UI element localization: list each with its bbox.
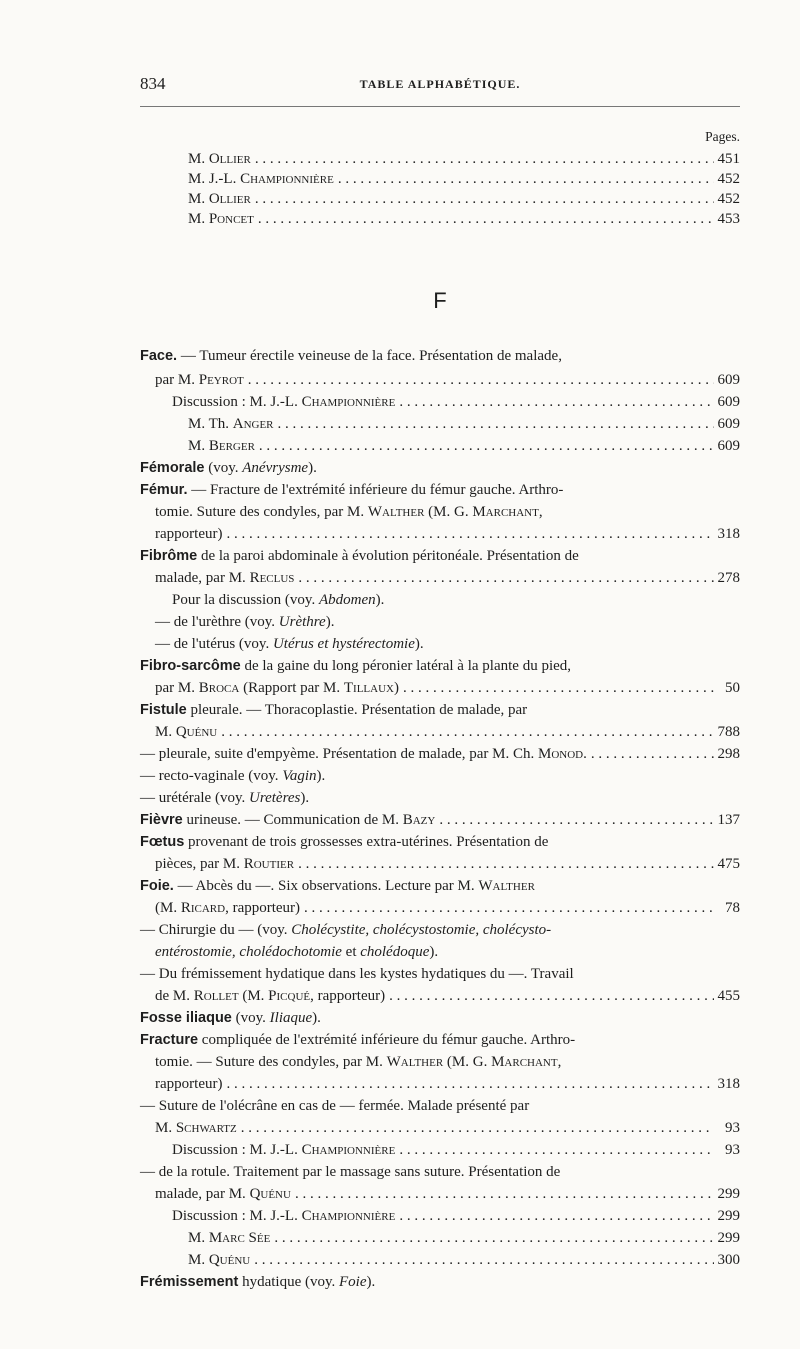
dot-leader bbox=[226, 523, 713, 545]
entry-text: Discussion : M. J.-L. Championnière bbox=[172, 1208, 396, 1224]
page-reference: 609 bbox=[717, 416, 740, 432]
dot-leader bbox=[226, 1073, 713, 1095]
entry-text: par M. Peyrot bbox=[155, 372, 244, 388]
dot-leader bbox=[403, 677, 714, 699]
dot-leader bbox=[254, 1249, 713, 1271]
pages-column-label: Pages. bbox=[705, 129, 740, 144]
page-reference: 137 bbox=[717, 812, 740, 828]
entry-text: M. Quénu bbox=[188, 1252, 251, 1268]
entry-text: malade, par M. Reclus bbox=[155, 570, 295, 586]
index-line bbox=[155, 897, 740, 919]
index-line bbox=[140, 963, 740, 985]
entry-text: M. Berger bbox=[188, 438, 255, 454]
index-line bbox=[172, 1205, 740, 1227]
index-line bbox=[188, 188, 740, 210]
dot-leader bbox=[278, 413, 714, 435]
index-line bbox=[140, 919, 740, 941]
dot-leader bbox=[258, 208, 714, 230]
entry-text: malade, par M. Quénu bbox=[155, 1186, 291, 1202]
entry-text: de M. Rollet (M. Picqué, rapporteur) bbox=[155, 988, 386, 1004]
entry-text: Fibrôme de la paroi abdominale à évolution péritonéale. Présentation de bbox=[140, 548, 579, 564]
page-reference: 299 bbox=[717, 1186, 740, 1202]
dot-leader bbox=[259, 435, 714, 457]
entry-text: M. Quénu bbox=[155, 724, 218, 740]
index-line bbox=[140, 1271, 740, 1293]
entry-text: Fièvre urineuse. — Communication de M. Bazy bbox=[140, 812, 436, 828]
entry-text: — Du frémissement hydatique dans les kystes hydatiques du —. Travail bbox=[140, 966, 574, 982]
entry-text: — urétérale (voy. Uretères). bbox=[140, 790, 310, 806]
entry-text: — de l'utérus (voy. Utérus et hystérectomie). bbox=[155, 636, 424, 652]
index-line bbox=[155, 1117, 740, 1139]
entry-keyword: Foie. bbox=[140, 878, 174, 894]
page-reference: 78 bbox=[725, 900, 740, 916]
entry-text: tomie. Suture des condyles, par M. Walther (M. G. Marchant, bbox=[155, 504, 543, 520]
entry-keyword: Fistule bbox=[140, 702, 187, 718]
index-line bbox=[188, 1227, 740, 1249]
dot-leader bbox=[389, 985, 713, 1007]
entry-text: Foie. — Abcès du —. Six observations. Lecture par M. Walther bbox=[140, 878, 535, 894]
index-line bbox=[155, 633, 740, 655]
entry-text: M. Poncet bbox=[188, 211, 254, 227]
entry-text: Discussion : M. J.-L. Championnière bbox=[172, 1142, 396, 1158]
page-reference: 452 bbox=[717, 171, 740, 187]
dot-leader bbox=[221, 721, 713, 743]
index-line bbox=[140, 743, 740, 765]
page-reference: 453 bbox=[717, 211, 740, 227]
index-line bbox=[155, 985, 740, 1007]
page-reference: 278 bbox=[717, 570, 740, 586]
index-line bbox=[140, 457, 740, 479]
index-line bbox=[140, 831, 740, 853]
index-line bbox=[155, 677, 740, 699]
index-line bbox=[140, 479, 740, 501]
running-title: TABLE ALPHABÉTIQUE. bbox=[359, 77, 521, 91]
entry-text: entérostomie, cholédochotomie et cholédoque). bbox=[155, 944, 439, 960]
entry-text: Discussion : M. J.-L. Championnière bbox=[172, 394, 396, 410]
index-line bbox=[155, 1051, 740, 1073]
entry-text: Fistule pleurale. — Thoracoplastie. Présentation de malade, par bbox=[140, 702, 528, 718]
entry-text: — de l'urèthre (voy. Urèthre). bbox=[155, 614, 335, 630]
dot-leader bbox=[274, 1227, 713, 1249]
index-line bbox=[188, 148, 740, 170]
entry-keyword: Fémorale bbox=[140, 460, 205, 476]
dot-leader bbox=[298, 567, 713, 589]
entry-text: Fœtus provenant de trois grossesses extra-utérines. Présentation de bbox=[140, 834, 549, 850]
entry-keyword: Fibrôme bbox=[140, 548, 198, 564]
entry-keyword: Fœtus bbox=[140, 834, 185, 850]
index-line bbox=[188, 413, 740, 435]
entry-text: Fibro-sarcôme de la gaine du long péronier latéral à la plante du pied, bbox=[140, 658, 572, 674]
index-line bbox=[155, 1183, 740, 1205]
index-line bbox=[155, 567, 740, 589]
index-line bbox=[140, 1095, 740, 1117]
page-reference: 788 bbox=[717, 724, 740, 740]
index-line bbox=[188, 1249, 740, 1271]
entry-keyword: Frémissement bbox=[140, 1274, 239, 1290]
entry-text: M. Ollier bbox=[188, 191, 251, 207]
page-reference: 475 bbox=[717, 856, 740, 872]
index-line bbox=[155, 1073, 740, 1095]
entry-text: Fémur. — Fracture de l'extrémité inférieure du fémur gauche. Arthro- bbox=[140, 482, 564, 498]
dot-leader bbox=[255, 188, 714, 210]
index-line bbox=[155, 611, 740, 633]
entry-text: — de la rotule. Traitement par le massage sans suture. Présentation de bbox=[140, 1164, 561, 1180]
index-line bbox=[140, 655, 740, 677]
index-line bbox=[188, 208, 740, 230]
entry-text: pièces, par M. Routier bbox=[155, 856, 295, 872]
entry-text: Fracture compliquée de l'extrémité inférieure du fémur gauche. Arthro- bbox=[140, 1032, 576, 1048]
index-line bbox=[188, 168, 740, 190]
entry-keyword: Fibro-sarcôme bbox=[140, 658, 241, 674]
entry-text: M. Marc Sée bbox=[188, 1230, 271, 1246]
index-line bbox=[140, 787, 740, 809]
page-reference: 93 bbox=[725, 1142, 740, 1158]
page-reference: 609 bbox=[717, 394, 740, 410]
entry-text: (M. Ricard, rapporteur) bbox=[155, 900, 301, 916]
dot-leader bbox=[248, 369, 714, 391]
index-line bbox=[155, 501, 740, 523]
entry-text: Face. — Tumeur érectile veineuse de la face. Présentation de malade, bbox=[140, 348, 562, 364]
page-reference: 299 bbox=[717, 1208, 740, 1224]
entry-text: rapporteur) bbox=[155, 1076, 223, 1092]
index-line bbox=[140, 809, 740, 831]
index-line bbox=[140, 1161, 740, 1183]
entry-text: — pleurale, suite d'empyème. Présentation de malade, par M. Ch. Monod. bbox=[140, 746, 587, 762]
entry-text: Fosse iliaque (voy. Iliaque). bbox=[140, 1010, 321, 1026]
dot-leader bbox=[304, 897, 714, 919]
index-line bbox=[172, 589, 740, 611]
index-line bbox=[188, 435, 740, 457]
page-reference: 50 bbox=[725, 680, 740, 696]
entry-text: — Suture de l'olécrâne en cas de — fermée. Malade présenté par bbox=[140, 1098, 530, 1114]
index-line bbox=[140, 545, 740, 567]
index-line bbox=[140, 1007, 740, 1029]
index-line bbox=[140, 345, 740, 367]
entry-keyword: Fosse iliaque bbox=[140, 1010, 232, 1026]
entry-text: rapporteur) bbox=[155, 526, 223, 542]
index-line bbox=[155, 941, 740, 963]
entry-keyword: Fièvre bbox=[140, 812, 183, 828]
entry-text: Fémorale (voy. Anévrysme). bbox=[140, 460, 317, 476]
entry-text: tomie. — Suture des condyles, par M. Walther (M. G. Marchant, bbox=[155, 1054, 562, 1070]
entry-text: Frémissement hydatique (voy. Foie). bbox=[140, 1274, 376, 1290]
dot-leader bbox=[338, 168, 714, 190]
page-reference: 609 bbox=[717, 438, 740, 454]
index-line bbox=[155, 369, 740, 391]
page-reference: 318 bbox=[717, 1076, 740, 1092]
dot-leader bbox=[399, 1139, 714, 1161]
entry-text: par M. Broca (Rapport par M. Tillaux) bbox=[155, 680, 399, 696]
entry-text: — recto-vaginale (voy. Vagin). bbox=[140, 768, 326, 784]
entry-text: M. Schwartz bbox=[155, 1120, 237, 1136]
dot-leader bbox=[255, 148, 714, 170]
entry-keyword: Fracture bbox=[140, 1032, 199, 1048]
page-number: 834 bbox=[140, 74, 166, 93]
page-reference: 452 bbox=[717, 191, 740, 207]
entry-text: M. Th. Anger bbox=[188, 416, 274, 432]
entry-text: Pour la discussion (voy. Abdomen). bbox=[172, 592, 385, 608]
entry-text: M. Ollier bbox=[188, 151, 251, 167]
entry-keyword: Face. bbox=[140, 348, 178, 364]
index-line bbox=[140, 699, 740, 721]
index-line bbox=[155, 523, 740, 545]
dot-leader bbox=[241, 1117, 714, 1139]
dot-leader bbox=[298, 853, 713, 875]
index-line bbox=[140, 875, 740, 897]
index-line bbox=[172, 1139, 740, 1161]
index-line bbox=[155, 853, 740, 875]
dot-leader bbox=[591, 743, 714, 765]
page-reference: 299 bbox=[717, 1230, 740, 1246]
dot-leader bbox=[399, 1205, 713, 1227]
entry-text: M. J.-L. Championnière bbox=[188, 171, 334, 187]
index-line bbox=[172, 391, 740, 413]
index-line bbox=[140, 765, 740, 787]
page-reference: 300 bbox=[717, 1252, 740, 1268]
index-line bbox=[140, 1029, 740, 1051]
page-reference: 455 bbox=[717, 988, 740, 1004]
section-letter: F bbox=[433, 288, 447, 313]
page-reference: 609 bbox=[717, 372, 740, 388]
dot-leader bbox=[399, 391, 713, 413]
dot-leader bbox=[439, 809, 713, 831]
index-line bbox=[155, 721, 740, 743]
page-reference: 298 bbox=[717, 746, 740, 762]
page-reference: 451 bbox=[717, 151, 740, 167]
page-reference: 93 bbox=[725, 1120, 740, 1136]
dot-leader bbox=[295, 1183, 714, 1205]
entry-keyword: Fémur. bbox=[140, 482, 188, 498]
entry-text: — Chirurgie du — (voy. Cholécystite, cholécystostomie, cholécysto- bbox=[140, 922, 552, 938]
page-reference: 318 bbox=[717, 526, 740, 542]
